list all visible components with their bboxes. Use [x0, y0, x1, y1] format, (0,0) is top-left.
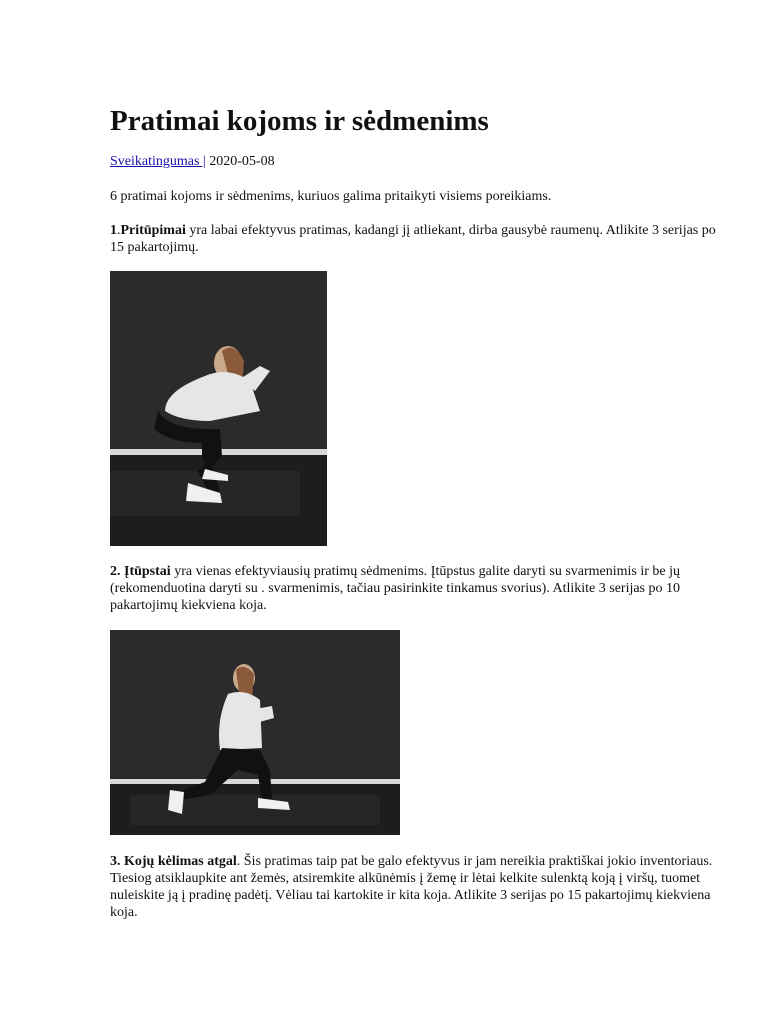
exercise-2-number: 2. — [110, 564, 121, 579]
exercise-3-paragraph — [110, 853, 725, 921]
exercise-3-text: . Šis pratimas taip pat be galo efektyvus ir jam nereikia praktiškai jokio inventoriaus. Tiesiog atsiklaupkite ant žemės, atsiremkite alkūnėmis į žemę ir lėtai kelkite sulenktą koją į viršų, tuomet nuleiskite ją į pradinę padėtį. Vėliau tai kartokite ir kita koja. Atlikite 3 serijas po 15 pakartojimų kiekviena koja. — [110, 854, 713, 920]
exercise-1-number: 1 — [110, 223, 117, 238]
category-link[interactable]: Sveikatingumas | — [110, 154, 206, 169]
exercise-2-name: Įtūpstai — [124, 564, 171, 579]
exercise-1-name: Pritūpimai — [120, 223, 186, 238]
squat-photo — [110, 271, 327, 546]
exercise-3-number: 3. — [110, 854, 121, 869]
intro-paragraph: 6 pratimai kojoms ir sėdmenims, kuriuos galima pritaikyti visiems poreikiams. — [110, 189, 552, 204]
exercise-3-name: Kojų kėlimas atgal — [124, 854, 237, 869]
publish-date: 2020-05-08 — [205, 154, 275, 169]
lunge-photo — [110, 630, 400, 835]
exercise-1-sep: . — [117, 223, 121, 238]
exercise-2-paragraph — [110, 563, 725, 614]
exercise-1-text: yra labai efektyvus pratimas, kadangi jį atliekant, dirba gausybė raumenų. Atlikite 3 serijas po 15 pakartojimų. — [110, 223, 716, 255]
exercise-2-text: yra vienas efektyviausių pratimų sėdmenims. Įtūpstus galite daryti su svarmenimis ir be jų (rekomenduotina daryti su . svarmenimis, tačiau pasirinkite tinkamus svorius). Atlikite 3 serijas po 10 pakartojimų kiekviena koja. — [110, 564, 681, 613]
page-title: Pratimai kojoms ir sėdmenims — [110, 105, 489, 137]
article-meta — [110, 153, 275, 171]
exercise-1-paragraph — [110, 222, 725, 256]
